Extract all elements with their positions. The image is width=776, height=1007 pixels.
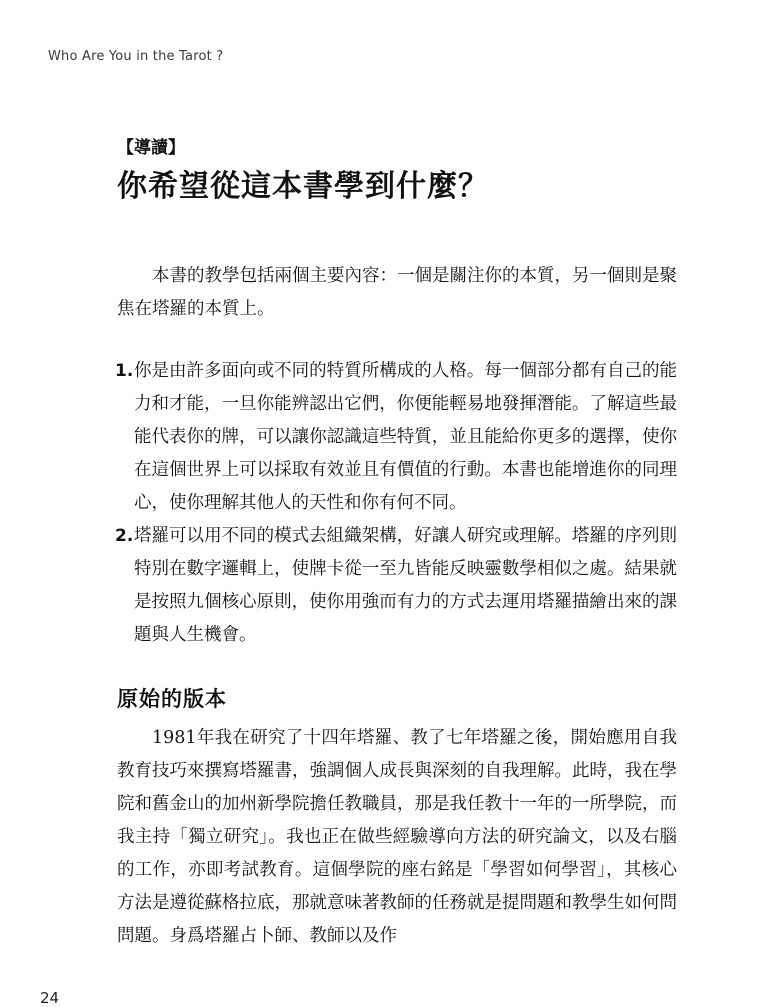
running-head: Who Are You in the Tarot ?	[48, 49, 224, 64]
numbered-list	[117, 355, 677, 652]
section-label: 【導讀】	[117, 138, 185, 158]
body-paragraph: 1981年我在研究了十四年塔羅、教了七年塔羅之後，開始應用自我教育技巧來撰寫塔羅書，強調個人成長與深刻的自我理解。此時，我在學院和舊金山的加州新學院擔任教職員，那是我任教十一年的一所學院，而我主持「獨立研究」。我也正在做些經驗導向方法的研究論文，以及右腦的工作，亦即考試教育。這個學院的座右銘是「學習如何學習」，其核心方法是遵從蘇格拉底，那就意味著教師的任務就是提問題和教學生如何問問題。身爲塔羅占卜師、教師以及作	[117, 728, 677, 946]
intro-paragraph: 本書的教學包括兩個主要內容：一個是關注你的本質，另一個則是聚焦在塔羅的本質上。	[117, 266, 677, 319]
chapter-title: 你希望從這本書學到什麼？	[117, 169, 489, 204]
list-item-number: 2.	[115, 526, 134, 546]
list-item	[117, 520, 677, 652]
list-item-text: 你是由許多面向或不同的特質所構成的人格。每一個部分都有自己的能力和才能，一旦你能辨認出它們，你便能輕易地發揮潛能。了解這些最能代表你的牌，可以讓你認識這些特質，並且能給你更多的選擇，使你在這個世界上可以採取有效並且有價值的行動。本書也能增進你的同理心，使你理解其他人的天性和你有何不同。	[134, 361, 677, 513]
section-heading: 原始的版本	[117, 687, 227, 711]
list-item-text: 塔羅可以用不同的模式去組織架構，好讓人研究或理解。塔羅的序列則特別在數字邏輯上，使牌卡從一至九皆能反映靈數學相似之處。結果就是按照九個核心原則，使你用強而有力的方式去運用塔羅描繪出來的課題與人生機會。	[134, 526, 677, 645]
page-number: 24	[40, 989, 60, 1007]
list-item	[117, 355, 677, 520]
list-item-number: 1.	[115, 361, 134, 381]
